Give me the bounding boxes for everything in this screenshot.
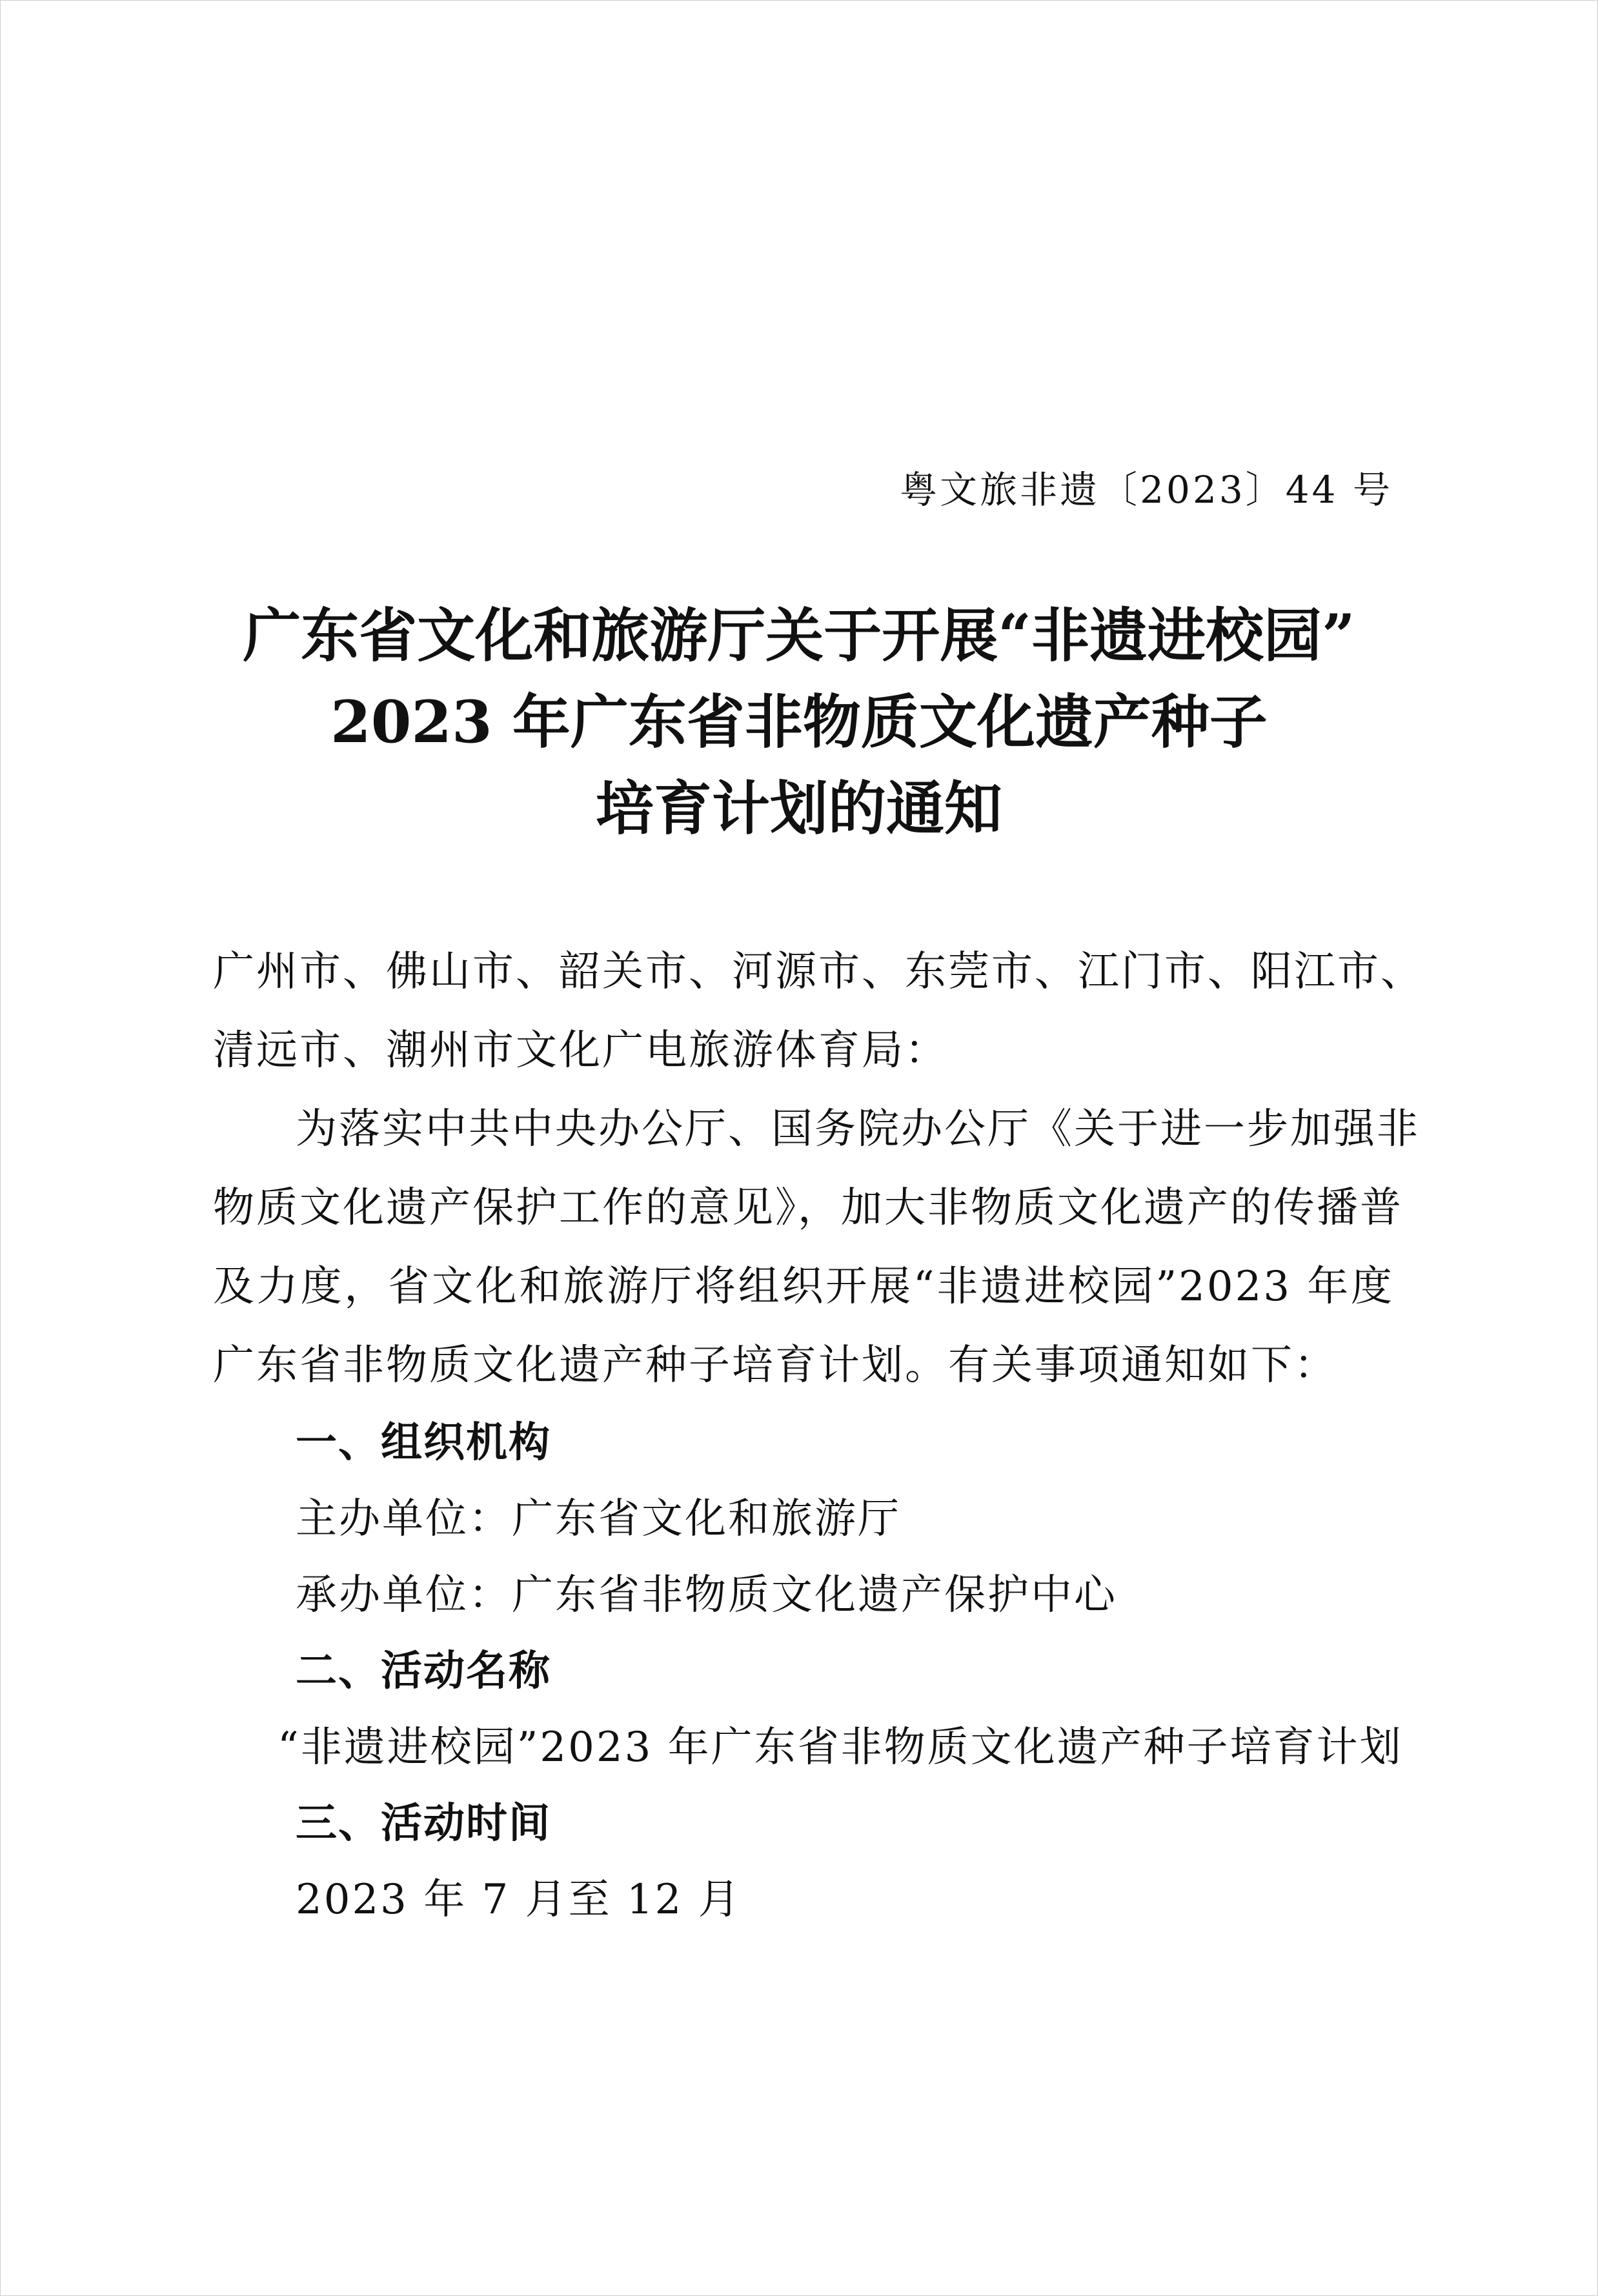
title-line-1: 广东省文化和旅游厅关于开展“非遗进校园” <box>243 601 1355 670</box>
document-number: 粤文旅非遗〔2023〕44 号 <box>900 468 1393 512</box>
section-activity-time-text: 2023 年 7 月至 12 月 <box>296 1876 742 1924</box>
document-body <box>213 932 1424 1938</box>
intro-line-3: 及力度，省文化和旅游厅将组织开展“非遗进校园”2023 年度 <box>213 1263 1394 1311</box>
section-organization-host: 主办单位：广东省文化和旅游厅 <box>296 1495 901 1543</box>
intro-line-1: 为落实中共中央办公厅、国务院办公厅《关于进一步加强非 <box>296 1105 1420 1153</box>
document-title <box>205 592 1393 852</box>
section-heading-organization: 一、组织机构 <box>296 1419 551 1467</box>
section-heading-activity-name: 二、活动名称 <box>296 1647 551 1695</box>
title-line-3: 培育计划的通知 <box>596 774 1002 843</box>
section-activity-name-text: “非遗进校园”2023 年广东省非物质文化遗产种子培育计划 <box>278 1724 1403 1771</box>
section-organization-organizer: 承办单位：广东省非物质文化遗产保护中心 <box>296 1571 1117 1619</box>
recipients-line-2: 清远市、潮州市文化广电旅游体育局： <box>213 1027 948 1074</box>
intro-line-2: 物质文化遗产保护工作的意见》，加大非物质文化遗产的传播普 <box>213 1184 1403 1232</box>
section-heading-activity-time: 三、活动时间 <box>296 1800 551 1848</box>
recipients-line-1: 广州市、佛山市、韶关市、河源市、东莞市、江门市、阳江市、 <box>213 948 1424 996</box>
intro-line-4: 广东省非物质文化遗产种子培育计划。有关事项通知如下： <box>213 1342 1337 1389</box>
title-line-2: 2023 年广东省非物质文化遗产种子 <box>330 688 1268 756</box>
